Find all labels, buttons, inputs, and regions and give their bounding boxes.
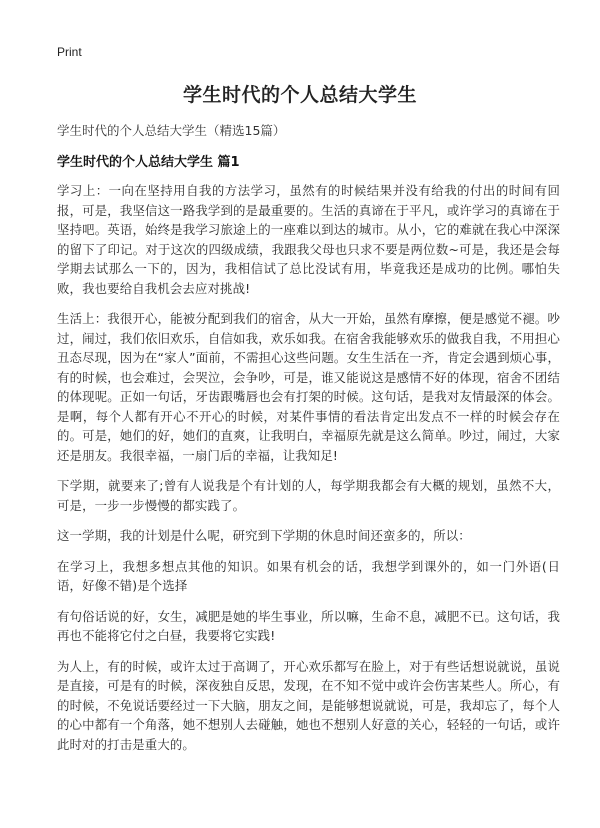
paragraph-life: 生活上：我很开心，能被分配到我们的宿舍，从大一开始，虽然有摩擦，便是感觉不褪。吵过，闹过，我们依旧欢乐，自信如我，欢乐如我。在宿舍我能够欢乐的做我自我，不用担心丑态尽现，因为在“家人”面前，不需担心这些问题。女生生活在一齐，肯定会遇到烦心事，有的时候，也会难过，会哭泣，会争吵，可是，谁又能说这是感情不好的体现，宿舍不团结的体现呢。正如一句话，牙齿跟嘴唇也会有打架的时候。这句话，是我对友情最深的体会。是啊，每个人都有开心不开心的时候，对某件事情的看法肯定出发点不一样的时候会存在的。可是，她们的好，她们的直爽，让我明白，幸福原先就是这么简单。吵过，闹过，大家还是朋友。我很幸福，一扇门后的幸福，让我知足! bbox=[57, 311, 560, 463]
paragraph-study: 学习上：一向在坚持用自我的方法学习，虽然有的时候结果并没有给我的付出的时间有回报，可是，我坚信这一路我学到的是最重要的。生活的真谛在于平凡，或许学习的真谛在于坚持吧。英语，始终是我学习旅途上的一座难以到达的城市。从小，它的难就在我心中深深的留下了印记。对于这次的四级成绩，我跟我父母也只求不要是两位数~可是，我还是会每学期去试那么一下的，因为，我相信试了总比没试有用，毕竟我还是成功的比例。哪怕失败，我也要给自我机会去应对挑战! bbox=[57, 183, 560, 296]
page-title: 学生时代的个人总结大学生 bbox=[182, 84, 417, 106]
section-heading: 学生时代的个人总结大学生 篇1 bbox=[57, 155, 240, 170]
paragraph-diet: 有句俗话说的好，女生，减肥是她的毕生事业，所以嘛，生命不息，减肥不已。这句话，我再也不能将它付之白昼，我要将它实践! bbox=[57, 608, 560, 643]
paragraph-next-term: 下学期，就要来了;曾有人说我是个有计划的人，每学期我都会有大概的规划，虽然不大，可是，一步一步慢慢的都实践了。 bbox=[57, 478, 560, 513]
document-subtitle: 学生时代的个人总结大学生（精选15篇） bbox=[57, 123, 286, 138]
print-link[interactable]: Print bbox=[57, 45, 82, 59]
paragraph-study-plan: 在学习上，我想多想点其他的知识。如果有机会的话，我想学到课外的，如一门外语(日语，好像不错)是个选择 bbox=[57, 558, 560, 593]
paragraph-plan: 这一学期，我的计划是什么呢，研究到下学期的休息时间还蛮多的，所以： bbox=[57, 528, 471, 543]
document-body bbox=[57, 181, 560, 765]
paragraph-behavior: 为人上，有的时候，或许太过于高调了，开心欢乐都写在脸上，对于有些话想说就说，虽说是直接，可是有的时候，深夜独自反思，发现，在不知不觉中或许会伤害某些人。所心，有的时候，不免说话要经过一下大脑，朋友之间，是能够想说就说，可是，我却忘了，每个人的心中都有一个角落，她不想别人去碰触，她也不想别人好意的关心，轻轻的一句话，或许此时对的打击是重大的。 bbox=[57, 658, 560, 752]
